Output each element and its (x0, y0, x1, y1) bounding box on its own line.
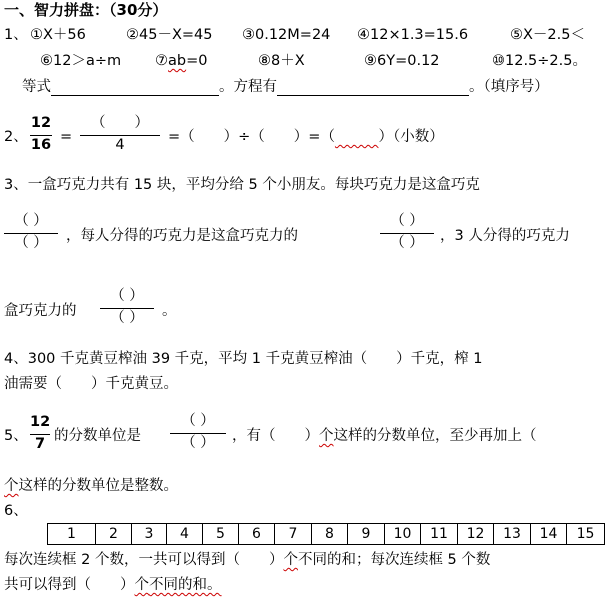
q2-fraction-12-16 (30, 116, 52, 153)
q5-line-2a: 个 (4, 478, 19, 494)
q1-item-7: ⑦ab=0 (155, 53, 208, 69)
number-cell: 15 (567, 524, 605, 545)
q5-text-c: 这样的分数单位，至少再加上（ (333, 428, 537, 444)
q2-number: 2、 (4, 129, 28, 145)
fraction-bar (30, 135, 52, 136)
section-title: 一、智力拼盘：（30分） (4, 1, 168, 19)
q5-text-b (232, 429, 537, 444)
number-cell: 4 (167, 524, 203, 545)
q2-rest (168, 130, 444, 145)
q4-line-1-text: 4、300 千克黄豆榨油 39 千克，平均 1 千克黄豆榨油（ ）千克，榨 1 (4, 351, 483, 367)
q3-blank1-denominator[interactable]: （ ） (14, 235, 48, 251)
fraction-bar (170, 433, 226, 434)
q5-number: 5、 (4, 428, 28, 444)
q1-item-1: ①X＋56 (30, 27, 86, 43)
q2-frac2-denominator: 4 (115, 137, 125, 153)
number-cell: 10 (385, 524, 421, 545)
q5-blank-numerator[interactable]: （ ） (181, 413, 215, 429)
q6-line-1b: 个 (283, 552, 298, 568)
q2-rest-text: =（ ）÷（ ）=（ (168, 129, 335, 145)
q2-frac2-numerator-blank[interactable]: （ ） (91, 115, 149, 131)
q5-frac-denominator: 7 (34, 436, 46, 452)
number-cell: 5 (203, 524, 239, 545)
q1-item-4: ④12×1.3=15.6 (357, 27, 469, 43)
q4-line-2: 油需要（ ）千克黄豆。 (4, 376, 178, 392)
q3-blank1-numerator[interactable]: （ ） (14, 213, 48, 229)
q1-item-8: ⑧8＋X (258, 53, 305, 69)
q3-line-1: 3、一盒巧克力共有 15 块，平均分给 5 个小朋友。每块巧克力是这盒巧克 (4, 177, 480, 193)
number-cell: 3 (132, 524, 167, 545)
q3-blank2-denominator[interactable]: （ ） (390, 235, 424, 251)
q5-fraction-12-7 (30, 415, 50, 452)
q5-blank-denominator[interactable]: （ ） (181, 435, 215, 451)
q1-suffix: 。（填序号） (469, 79, 549, 95)
q4-line-1 (4, 352, 482, 367)
number-cell: 12 (458, 524, 494, 545)
number-strip (47, 523, 605, 545)
number-cell: 14 (531, 524, 567, 545)
fraction-bar (380, 233, 434, 234)
q1-item-6: ⑥12＞a÷m (40, 53, 122, 69)
q1-formula-blank[interactable] (277, 80, 469, 96)
q3-line-3: 盒巧克力的 (4, 303, 77, 319)
q3-blank2-numerator[interactable]: （ ） (390, 213, 424, 229)
fraction-bar (30, 434, 50, 435)
number-cell: 7 (275, 524, 312, 545)
number-cell: 9 (348, 524, 385, 545)
q1-formula-label: 。方程有 (219, 79, 277, 95)
number-cell: 1 (48, 524, 96, 545)
q3-blank3-numerator[interactable]: （ ） (110, 288, 144, 304)
q1-item-2: ②45－X=45 (126, 27, 213, 43)
q1-item-3: ③0.12M=24 (242, 27, 331, 43)
q3-fraction-blank-3[interactable] (100, 289, 154, 326)
number-cell: 13 (494, 524, 531, 545)
q3-period: 。 (162, 303, 177, 319)
q1-equation-blank[interactable] (51, 80, 219, 96)
q5-text-a: 的分数单位是 (54, 428, 141, 444)
q6-line-2a: 共可以得到（ ） (4, 577, 135, 593)
q6-line-1 (4, 553, 490, 568)
q3-line-2b: ，3 人分得的巧克力 (440, 228, 570, 244)
q1-item-10: ⑩12.5÷2.5。 (492, 53, 587, 69)
q1-item-5: ⑤X－2.5＜ (510, 27, 585, 43)
fraction-bar (100, 308, 154, 309)
q5-text-b1: ，有（ ） (232, 428, 319, 444)
q2-fraction-blank (80, 116, 160, 153)
number-cell: 11 (421, 524, 458, 545)
q3-fraction-blank-1[interactable] (4, 214, 58, 251)
q6-line-1a: 每次连续框 2 个数，一共可以得到（ ） (4, 552, 284, 568)
q2-frac1-denominator: 16 (30, 137, 52, 153)
q1-answer-line (22, 80, 549, 96)
q6-number: 6、 (4, 503, 28, 519)
q1-number: 1、 (4, 27, 28, 43)
q5-frac-numerator: 12 (30, 414, 51, 430)
q2-tail: ）（小数） (378, 129, 444, 145)
q6-line-1c: 不同的和；每次连续框 5 个数 (297, 552, 491, 568)
fraction-bar (80, 135, 160, 136)
number-cell: 8 (312, 524, 348, 545)
number-cell: 6 (239, 524, 275, 545)
q6-line-2 (4, 578, 222, 593)
q5-fraction-blank[interactable] (170, 414, 226, 451)
fraction-bar (4, 233, 58, 234)
q1-item-9: ⑨6Y=0.12 (364, 53, 440, 69)
q1-equation-label: 等式 (22, 79, 51, 95)
q6-line-2b: 个 (134, 577, 149, 593)
q2-frac1-numerator: 12 (30, 115, 52, 131)
q6-line-2c: 不同的和。 (149, 577, 222, 593)
q3-line-2a: ，每人分得的巧克力是这盒巧克力的 (66, 228, 298, 244)
q5-text-b2: 个 (319, 428, 334, 444)
q5-line-2 (4, 479, 178, 494)
q5-line-2b: 这样的分数单位是整数。 (18, 478, 178, 494)
q2-equals: = (60, 129, 73, 145)
q3-blank3-denominator[interactable]: （ ） (110, 310, 144, 326)
q3-fraction-blank-2[interactable] (380, 214, 434, 251)
number-cell: 2 (96, 524, 132, 545)
q2-decimal-blank[interactable] (335, 129, 379, 145)
